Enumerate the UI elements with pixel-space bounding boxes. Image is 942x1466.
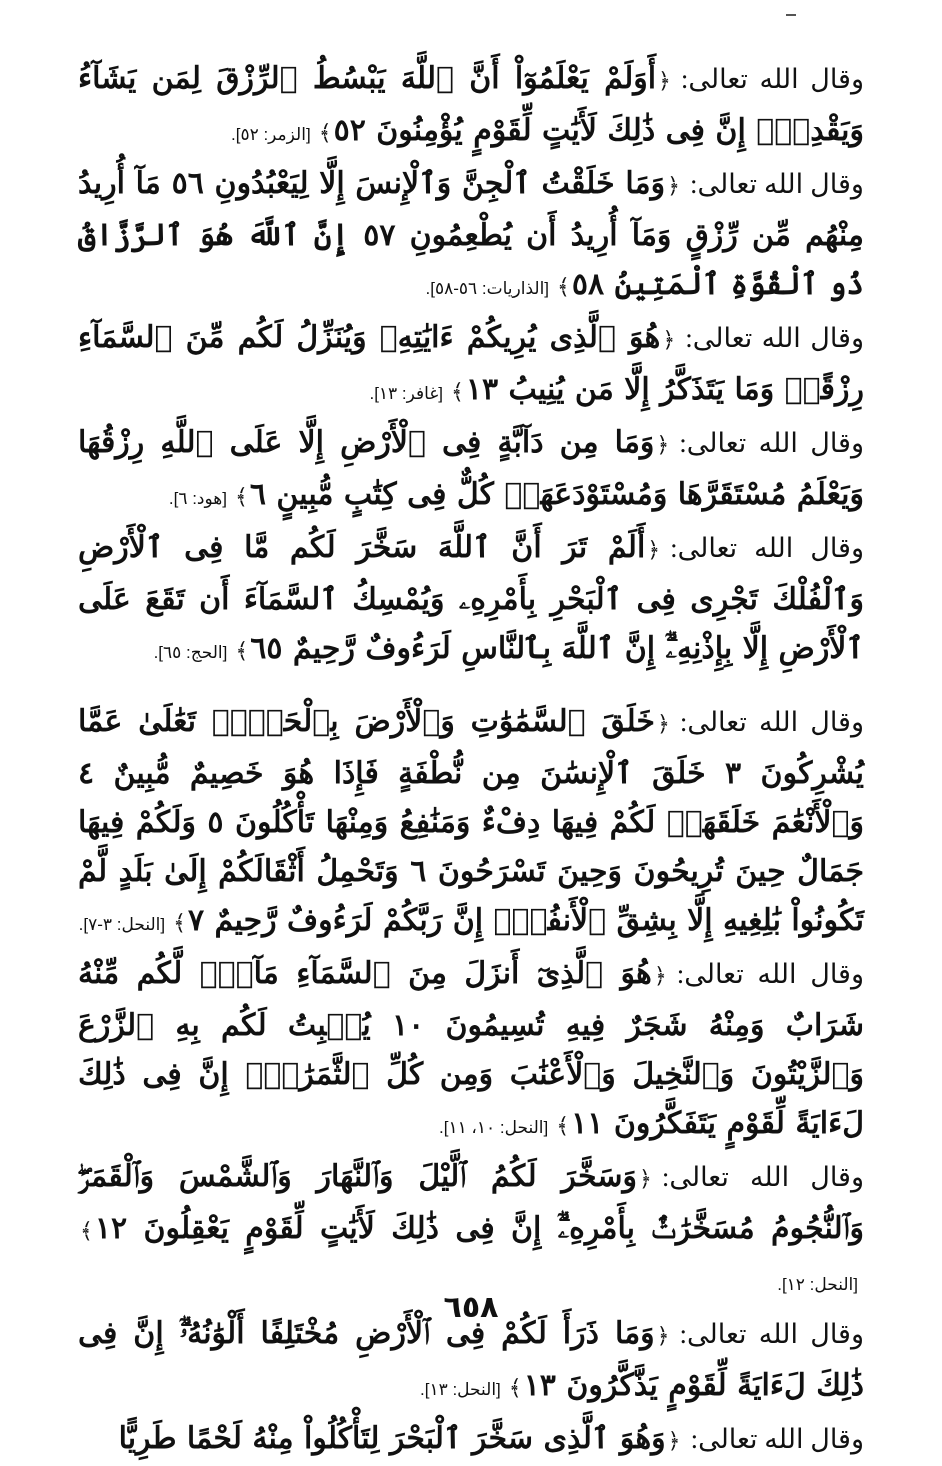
- open-ornament-icon: ﴿: [647, 538, 661, 563]
- entry-intro: وقال الله تعالى:: [685, 323, 864, 353]
- verse-text: وَمَا ذَرَأَ لَكُمْ فِى ٱلْأَرْضِ مُخْتَلِفًا أَلْوَٰنُهُۥٓۗ إِنَّ فِى ذَٰلِكَ لَءَايَةً لِّقَوْمٍ يَذَّكَّرُونَ ١٣: [78, 1316, 864, 1403]
- verse-reference: [الحج: ٦٥].: [153, 643, 228, 662]
- verse-reference: [الزمر: ٥٢].: [231, 125, 311, 144]
- close-ornament-icon: ﴾: [80, 1219, 93, 1244]
- close-ornament-icon: ﴾: [556, 1114, 570, 1139]
- page-number: ٦٥٨: [443, 1290, 499, 1325]
- entry-intro: وقال الله تعالى:: [676, 959, 864, 989]
- close-ornament-icon: ﴾: [508, 1376, 522, 1401]
- open-ornament-icon: ﴿: [656, 1324, 670, 1349]
- entry-intro: وقال الله تعالى:: [679, 428, 864, 458]
- verse-text: أَلَمْ تَرَ أَنَّ ٱللَّهَ سَخَّرَ لَكُم مَّا فِى ٱلْأَرْضِ وَٱلْفُلْكَ تَجْرِى فِى ٱلْبَحْرِ بِأَمْرِهِۦ وَيُمْسِكُ ٱلسَّمَآءَ أَن تَقَعَ عَلَى ٱلْأَرْضِ إِلَّا بِإِذْنِهِۦٓۗ إِنَّ ٱللَّهَ بِٱلنَّاسِ لَرَءُوفٌ رَّحِيمٌ ٦٥: [78, 530, 864, 666]
- open-ornament-icon: ﴿: [662, 328, 676, 353]
- verse-entry-4: [78, 418, 864, 523]
- verse-entry-8: [78, 1152, 864, 1309]
- verse-reference: [النحل: ١٠، ١١].: [438, 1118, 549, 1137]
- verse-text: خَلَقَ ٱلسَّمَٰوَٰتِ وَٱلْأَرْضَ بِٱلْحَقِّۚ تَعَٰلَىٰ عَمَّا يُشْرِكُونَ ٣ خَلَقَ ٱلْإِنسَٰنَ مِن نُّطْفَةٍ فَإِذَا هُوَ خَصِيمٌ مُّبِينٌ ٤ وَٱلْأَنْعَٰمَ خَلَقَهَاۗ لَكُمْ فِيهَا دِفْءٌ وَمَنَٰفِعُ وَمِنْهَا تَأْكُلُونَ ٥ وَلَكُمْ فِيهَا جَمَالٌ حِينَ تُرِيحُونَ وَحِينَ تَسْرَحُونَ ٦ وَتَحْمِلُ أَثْقَالَكُمْ إِلَىٰ بَلَدٍ لَّمْ تَكُونُواْ بَٰلِغِيهِ إِلَّا بِشِقِّ ٱلْأَنفُسِۚ إِنَّ رَبَّكُمْ لَرَءُوفٌ رَّحِيمٌ ٧: [78, 704, 865, 938]
- entry-intro: وقال الله تعالى:: [680, 64, 864, 94]
- verse-text: وَمَا خَلَقْتُ ٱلْجِنَّ وَٱلْإِنسَ إِلَّا لِيَعْبُدُونِ ٥٦ مَآ أُرِيدُ مِنْهُم مِّن رِّزْقٍ وَمَآ أُرِيدُ أَن يُطْعِمُونِ ٥٧ إِنَّ ٱللَّهَ هُوَ ٱلرَّزَّاقُ ذُو ٱلْقُوَّةِ ٱلْمَتِينُ ٥٨: [78, 166, 864, 302]
- open-ornament-icon: ﴿: [638, 1167, 652, 1192]
- open-ornament-icon: ﴿: [656, 712, 670, 737]
- verse-reference: [هود: ٦].: [168, 489, 227, 508]
- close-ornament-icon: ﴾: [235, 639, 249, 664]
- entry-intro: وقال الله تعالى:: [670, 533, 864, 563]
- open-ornament-icon: ﴿: [656, 433, 670, 458]
- close-ornament-icon: ﴾: [318, 121, 332, 146]
- paragraph-gap: [78, 677, 864, 697]
- verse-entry-5: [78, 523, 864, 677]
- verse-reference: [النحل: ٣-٧].: [78, 915, 166, 934]
- entry-intro: وقال الله تعالى:: [689, 169, 864, 199]
- entry-intro: وقال الله تعالى:: [679, 1319, 865, 1349]
- verse-reference: [النحل: ١٣].: [420, 1380, 501, 1399]
- entry-intro: وقال الله تعالى:: [679, 707, 864, 737]
- verse-text: أَوَلَمْ يَعْلَمُوٓاْ أَنَّ ٱللَّهَ يَبْسُطُ ٱلرِّزْقَ لِمَن يَشَآءُ وَيَقْدِرُۚ إِنَّ فِى ذَٰلِكَ لَأَيَٰتٍ لِّقَوْمٍ يُؤْمِنُونَ ٥٢: [78, 61, 864, 148]
- verse-reference: [الذاريات: ٥٦-٥٨].: [425, 279, 550, 298]
- open-ornament-icon: ﴿: [653, 964, 667, 989]
- close-ornament-icon: ﴾: [173, 911, 186, 936]
- close-ornament-icon: ﴾: [450, 380, 464, 405]
- verse-reference: [غافر: ١٣].: [369, 384, 443, 403]
- verse-text: وَهُوَ ٱلَّذِى سَخَّرَ ٱلْبَحْرَ لِتَأْكُلُواْ مِنْهُ لَحْمًا طَرِيًّا: [118, 1421, 666, 1456]
- verse-entry-10: [78, 1414, 864, 1466]
- verse-text: وَمَا مِن دَآبَّةٍ فِى ٱلْأَرْضِ إِلَّا عَلَى ٱللَّهِ رِزْقُهَا وَيَعْلَمُ مُسْتَقَرَّهَا وَمُسْتَوْدَعَهَاۚ كُلٌّ فِى كِتَٰبٍ مُّبِينٍ ٦: [78, 425, 864, 512]
- entry-intro: وقال الله تعالى:: [661, 1162, 864, 1192]
- verse-entry-7: [78, 949, 864, 1152]
- entry-intro: وقال الله تعالى:: [690, 1424, 864, 1454]
- verse-text: هُوَ ٱلَّذِى يُرِيكُمْ ءَايَٰتِهِۦ وَيُنَزِّلُ لَكُم مِّنَ ٱلسَّمَآءِ رِزْقًاۚ وَمَا يَتَذَكَّرُ إِلَّا مَن يُنِيبُ ١٣: [78, 320, 864, 407]
- close-ornament-icon: ﴾: [234, 485, 248, 510]
- verse-reference: [النحل: ١٢].: [777, 1275, 858, 1294]
- scan-mark: [786, 14, 796, 16]
- open-ornament-icon: ﴿: [667, 1429, 681, 1454]
- close-ornament-icon: ﴾: [557, 275, 570, 300]
- verse-entry-6: [78, 697, 864, 949]
- verse-text: هُوَ ٱلَّذِىٓ أَنزَلَ مِنَ ٱلسَّمَآءِ مَآءًۖ لَّكُم مِّنْهُ شَرَابٌ وَمِنْهُ شَجَرٌ فِيهِ تُسِيمُونَ ١٠ يُنۢبِتُ لَكُم بِهِ ٱلزَّرْعَ وَٱلزَّيْتُونَ وَٱلنَّخِيلَ وَٱلْأَعْنَٰبَ وَمِن كُلِّ ٱلثَّمَرَٰتِۚ إِنَّ فِى ذَٰلِكَ لَءَايَةً لِّقَوْمٍ يَتَفَكَّرُونَ ١١: [78, 956, 864, 1141]
- open-ornament-icon: ﴿: [658, 69, 671, 94]
- verse-entry-1: [78, 54, 864, 159]
- verse-entry-2: [78, 159, 864, 313]
- verse-entry-3: [78, 313, 864, 418]
- open-ornament-icon: ﴿: [667, 174, 680, 199]
- verse-text: وَسَخَّرَ لَكُمُ ٱلَّيْلَ وَٱلنَّهَارَ وَٱلشَّمْسَ وَٱلْقَمَرَۖ وَٱلنُّجُومُ مُسَخَّرَٰتٌۢ بِأَمْرِهِۦٓۗ إِنَّ فِى ذَٰلِكَ لَأَيَٰتٍ لِّقَوْمٍ يَعْقِلُونَ ١٢: [78, 1159, 864, 1246]
